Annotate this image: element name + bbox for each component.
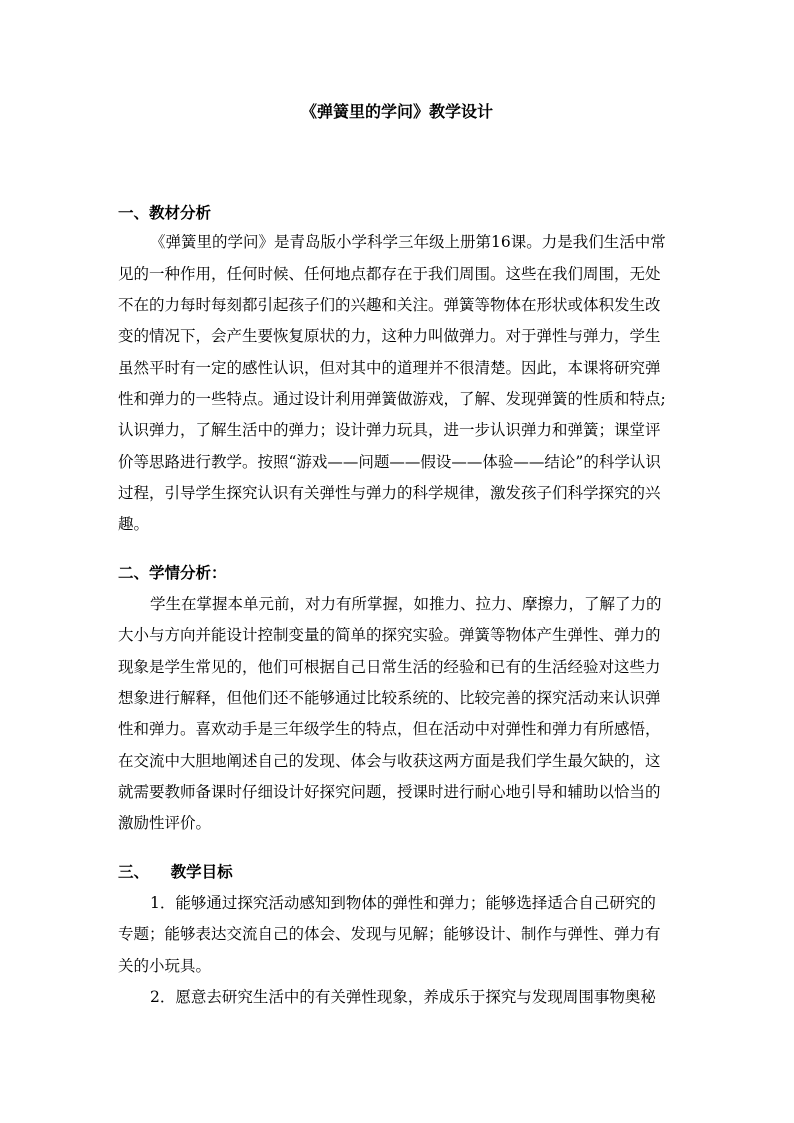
- paragraph-line: 就需要教师备课时仔细设计好探究问题，授课时进行耐心地引导和辅助以恰当的: [118, 783, 661, 801]
- paragraph-line: 2．愿意去研究生活中的有关弹性现象，养成乐于探究与发现周围事物奥秘: [150, 988, 656, 1006]
- section-heading-materials: 一、教材分析: [118, 203, 212, 222]
- paragraph-line: 学生在掌握本单元前，对力有所掌握，如推力、拉力、摩擦力，了解了力的: [150, 595, 662, 613]
- paragraph-line: 性和弹力的一些特点。通过设计利用弹簧做游戏，了解、发现弹簧的性质和特点;: [118, 390, 666, 408]
- paragraph-line: 不在的力每时每刻都引起孩子们的兴趣和关注。弹簧等物体在形状或体积发生改: [118, 296, 661, 314]
- paragraph-line: 认识弹力，了解生活中的弹力；设计弹力玩具，进一步认识弹力和弹簧；课堂评: [118, 421, 661, 439]
- paragraph-line: 激励性评价。: [118, 814, 212, 832]
- paragraph-line: 变的情况下，会产生要恢复原状的力，这种力叫做弹力。对于弹性与弹力，学生: [118, 327, 661, 345]
- paragraph-line: 1．能够通过探究活动感知到物体的弹性和弹力；能够选择适合自己研究的: [150, 894, 656, 912]
- paragraph-line: 价等思路进行教学。按照“游戏——问题——假设——体验——结论”的科学认识: [118, 453, 661, 471]
- paragraph-line: 过程，引导学生探究认识有关弹性与弹力的科学规律，激发孩子们科学探究的兴: [118, 484, 661, 502]
- section-heading-objectives: 三、 教学目标: [118, 862, 233, 881]
- paragraph-line: 现象是学生常见的，他们可根据自己日常生活的经验和已有的生活经验对这些力: [118, 658, 661, 676]
- paragraph-line: 见的一种作用，任何时候、任何地点都存在于我们周围。这些在我们周围，无处: [118, 265, 661, 283]
- paragraph-line: 想象进行解释，但他们还不能够通过比较系统的、比较完善的探究活动来认识弹: [118, 689, 661, 707]
- paragraph-line: 大小与方向并能设计控制变量的简单的探究实验。弹簧等物体产生弹性、弹力的: [118, 626, 661, 644]
- paragraph-line: 性和弹力。喜欢动手是三年级学生的特点，但在活动中对弹性和弹力有所感悟，: [118, 720, 661, 738]
- paragraph-line: 趣。: [118, 515, 150, 533]
- paragraph-line: 关的小玩具。: [118, 957, 212, 975]
- paragraph-line: 在交流中大胆地阐述自己的发现、体会与收获这两方面是我们学生最欠缺的，这: [118, 752, 661, 770]
- section-heading-students: 二、学情分析：: [118, 563, 227, 582]
- paragraph-line: 专题；能够表达交流自己的体会、发现与见解；能够设计、制作与弹性、弹力有: [118, 925, 661, 943]
- document-title: 《弹簧里的学问》教学设计: [300, 102, 493, 121]
- paragraph-line: 《弹簧里的学问》是青岛版小学科学三年级上册第16课。力是我们生活中常: [150, 233, 666, 251]
- paragraph-line: 虽然平时有一定的感性认识，但对其中的道理并不很清楚。因此，本课将研究弹: [118, 359, 661, 377]
